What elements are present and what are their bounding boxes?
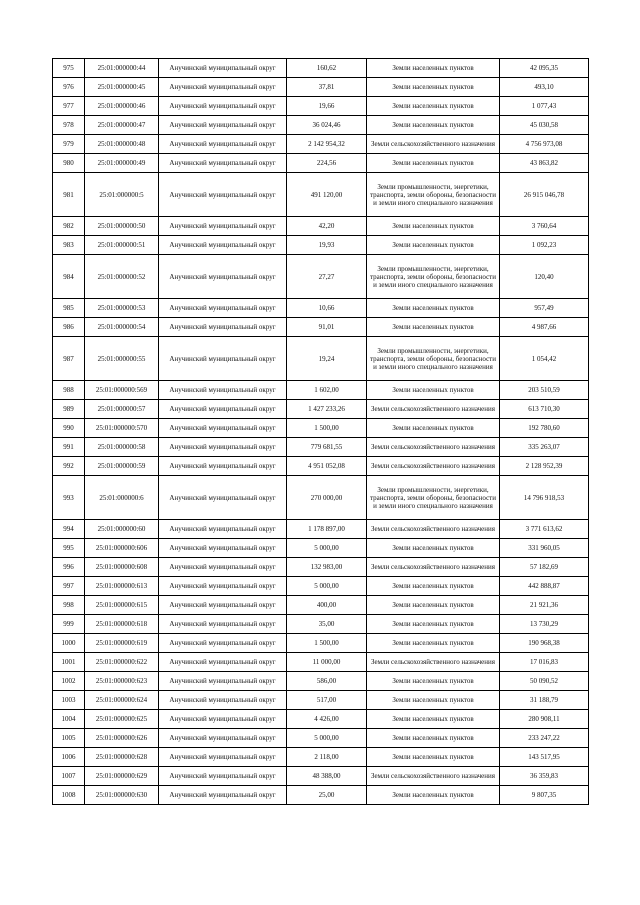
cadastral-value-cell: 4 987,66	[500, 318, 589, 337]
cadastral-number-cell: 25:01:000000:606	[85, 539, 159, 558]
municipality-cell: Анучинский муниципальный округ	[159, 318, 287, 337]
area-cell: 5 000,00	[287, 577, 367, 596]
table-row	[53, 748, 589, 767]
cadastral-value-cell: 331 960,05	[500, 539, 589, 558]
municipality-cell: Анучинский муниципальный округ	[159, 337, 287, 381]
row-number-cell: 978	[53, 116, 85, 135]
row-number-cell: 993	[53, 476, 85, 520]
land-category-cell: Земли населенных пунктов	[367, 78, 500, 97]
cadastral-value-cell: 21 921,36	[500, 596, 589, 615]
land-category-cell: Земли сельскохозяйственного назначения	[367, 558, 500, 577]
area-cell: 4 951 052,08	[287, 457, 367, 476]
table-row	[53, 558, 589, 577]
table-row	[53, 672, 589, 691]
cadastral-number-cell: 25:01:000000:624	[85, 691, 159, 710]
table-row	[53, 400, 589, 419]
municipality-cell: Анучинский муниципальный округ	[159, 381, 287, 400]
cadastral-number-cell: 25:01:000000:53	[85, 299, 159, 318]
cadastral-number-cell: 25:01:000000:49	[85, 154, 159, 173]
row-number-cell: 997	[53, 577, 85, 596]
cadastral-number-cell: 25:01:000000:55	[85, 337, 159, 381]
area-cell: 224,56	[287, 154, 367, 173]
area-cell: 4 426,00	[287, 710, 367, 729]
row-number-cell: 992	[53, 457, 85, 476]
cadastral-value-cell: 14 796 918,53	[500, 476, 589, 520]
municipality-cell: Анучинский муниципальный округ	[159, 596, 287, 615]
cadastral-number-cell: 25:01:000000:615	[85, 596, 159, 615]
municipality-cell: Анучинский муниципальный округ	[159, 476, 287, 520]
table-row	[53, 154, 589, 173]
land-category-cell: Земли населенных пунктов	[367, 419, 500, 438]
municipality-cell: Анучинский муниципальный округ	[159, 748, 287, 767]
table-row	[53, 520, 589, 539]
row-number-cell: 994	[53, 520, 85, 539]
row-number-cell: 976	[53, 78, 85, 97]
cadastral-value-cell: 1 092,23	[500, 236, 589, 255]
row-number-cell: 977	[53, 97, 85, 116]
cadastral-value-cell: 493,10	[500, 78, 589, 97]
cadastral-value-cell: 192 780,60	[500, 419, 589, 438]
municipality-cell: Анучинский муниципальный округ	[159, 729, 287, 748]
row-number-cell: 990	[53, 419, 85, 438]
row-number-cell: 1008	[53, 786, 85, 805]
cadastral-value-cell: 36 359,83	[500, 767, 589, 786]
table-row	[53, 438, 589, 457]
municipality-cell: Анучинский муниципальный округ	[159, 577, 287, 596]
area-cell: 517,00	[287, 691, 367, 710]
municipality-cell: Анучинский муниципальный округ	[159, 539, 287, 558]
land-category-cell: Земли населенных пунктов	[367, 634, 500, 653]
table-row	[53, 729, 589, 748]
row-number-cell: 1005	[53, 729, 85, 748]
cadastral-number-cell: 25:01:000000:622	[85, 653, 159, 672]
municipality-cell: Анучинский муниципальный округ	[159, 634, 287, 653]
municipality-cell: Анучинский муниципальный округ	[159, 615, 287, 634]
cadastral-number-cell: 25:01:000000:47	[85, 116, 159, 135]
cadastral-number-cell: 25:01:000000:52	[85, 255, 159, 299]
table-body	[53, 59, 589, 805]
row-number-cell: 983	[53, 236, 85, 255]
area-cell: 779 681,55	[287, 438, 367, 457]
area-cell: 2 118,00	[287, 748, 367, 767]
table-row	[53, 217, 589, 236]
table-row	[53, 457, 589, 476]
area-cell: 1 602,00	[287, 381, 367, 400]
land-category-cell: Земли населенных пунктов	[367, 786, 500, 805]
cadastral-number-cell: 25:01:000000:54	[85, 318, 159, 337]
municipality-cell: Анучинский муниципальный округ	[159, 59, 287, 78]
municipality-cell: Анучинский муниципальный округ	[159, 173, 287, 217]
cadastral-number-cell: 25:01:000000:570	[85, 419, 159, 438]
land-category-cell: Земли населенных пунктов	[367, 729, 500, 748]
land-category-cell: Земли населенных пунктов	[367, 217, 500, 236]
cadastral-value-cell: 45 030,58	[500, 116, 589, 135]
cadastral-number-cell: 25:01:000000:57	[85, 400, 159, 419]
cadastral-value-cell: 26 915 046,78	[500, 173, 589, 217]
table-row	[53, 710, 589, 729]
row-number-cell: 982	[53, 217, 85, 236]
land-category-cell: Земли населенных пунктов	[367, 691, 500, 710]
row-number-cell: 1006	[53, 748, 85, 767]
land-category-cell: Земли сельскохозяйственного назначения	[367, 520, 500, 539]
cadastral-number-cell: 25:01:000000:51	[85, 236, 159, 255]
cadastral-number-cell: 25:01:000000:58	[85, 438, 159, 457]
cadastral-value-cell: 143 517,95	[500, 748, 589, 767]
cadastral-value-cell: 43 863,82	[500, 154, 589, 173]
cadastral-value-cell: 42 095,35	[500, 59, 589, 78]
land-category-cell: Земли населенных пунктов	[367, 672, 500, 691]
municipality-cell: Анучинский муниципальный округ	[159, 710, 287, 729]
cadastral-value-cell: 957,49	[500, 299, 589, 318]
area-cell: 491 120,00	[287, 173, 367, 217]
table-row	[53, 236, 589, 255]
cadastral-value-cell: 613 710,30	[500, 400, 589, 419]
cadastral-value-cell: 335 263,07	[500, 438, 589, 457]
land-category-cell: Земли населенных пунктов	[367, 154, 500, 173]
municipality-cell: Анучинский муниципальный округ	[159, 217, 287, 236]
land-category-cell: Земли промышленности, энергетики, транспорта, земли обороны, безопасности и земли иного специального назначения	[367, 255, 500, 299]
area-cell: 1 178 897,00	[287, 520, 367, 539]
cadastral-number-cell: 25:01:000000:629	[85, 767, 159, 786]
municipality-cell: Анучинский муниципальный округ	[159, 97, 287, 116]
land-category-cell: Земли населенных пунктов	[367, 116, 500, 135]
cadastral-value-cell: 57 182,69	[500, 558, 589, 577]
land-category-cell: Земли сельскохозяйственного назначения	[367, 653, 500, 672]
area-cell: 10,66	[287, 299, 367, 318]
table-row	[53, 381, 589, 400]
area-cell: 270 000,00	[287, 476, 367, 520]
table-row	[53, 419, 589, 438]
row-number-cell: 975	[53, 59, 85, 78]
area-cell: 1 500,00	[287, 419, 367, 438]
municipality-cell: Анучинский муниципальный округ	[159, 691, 287, 710]
cadastral-number-cell: 25:01:000000:619	[85, 634, 159, 653]
table-row	[53, 653, 589, 672]
cadastral-value-cell: 9 807,35	[500, 786, 589, 805]
row-number-cell: 985	[53, 299, 85, 318]
row-number-cell: 1003	[53, 691, 85, 710]
area-cell: 35,00	[287, 615, 367, 634]
municipality-cell: Анучинский муниципальный округ	[159, 154, 287, 173]
cadastral-number-cell: 25:01:000000:628	[85, 748, 159, 767]
cadastral-number-cell: 25:01:000000:60	[85, 520, 159, 539]
municipality-cell: Анучинский муниципальный округ	[159, 419, 287, 438]
table-row	[53, 59, 589, 78]
row-number-cell: 999	[53, 615, 85, 634]
table-row	[53, 299, 589, 318]
land-category-cell: Земли промышленности, энергетики, транспорта, земли обороны, безопасности и земли иного специального назначения	[367, 337, 500, 381]
table-row	[53, 173, 589, 217]
land-category-cell: Земли населенных пунктов	[367, 710, 500, 729]
municipality-cell: Анучинский муниципальный округ	[159, 520, 287, 539]
municipality-cell: Анучинский муниципальный округ	[159, 236, 287, 255]
cadastral-number-cell: 25:01:000000:569	[85, 381, 159, 400]
land-category-cell: Земли промышленности, энергетики, транспорта, земли обороны, безопасности и земли иного специального назначения	[367, 476, 500, 520]
row-number-cell: 984	[53, 255, 85, 299]
land-category-cell: Земли населенных пунктов	[367, 539, 500, 558]
land-category-cell: Земли сельскохозяйственного назначения	[367, 438, 500, 457]
cadastral-value-cell: 3 771 613,62	[500, 520, 589, 539]
table-row	[53, 615, 589, 634]
area-cell: 5 000,00	[287, 729, 367, 748]
table-row	[53, 97, 589, 116]
row-number-cell: 1002	[53, 672, 85, 691]
municipality-cell: Анучинский муниципальный округ	[159, 786, 287, 805]
cadastral-number-cell: 25:01:000000:626	[85, 729, 159, 748]
row-number-cell: 987	[53, 337, 85, 381]
cadastral-number-cell: 25:01:000000:6	[85, 476, 159, 520]
row-number-cell: 986	[53, 318, 85, 337]
row-number-cell: 989	[53, 400, 85, 419]
land-category-cell: Земли сельскохозяйственного назначения	[367, 135, 500, 154]
area-cell: 400,00	[287, 596, 367, 615]
cadastral-number-cell: 25:01:000000:59	[85, 457, 159, 476]
land-category-cell: Земли промышленности, энергетики, транспорта, земли обороны, безопасности и земли иного специального назначения	[367, 173, 500, 217]
municipality-cell: Анучинский муниципальный округ	[159, 400, 287, 419]
cadastral-value-cell: 233 247,22	[500, 729, 589, 748]
cadastral-value-cell: 3 760,64	[500, 217, 589, 236]
table-row	[53, 78, 589, 97]
municipality-cell: Анучинский муниципальный округ	[159, 438, 287, 457]
land-category-cell: Земли населенных пунктов	[367, 381, 500, 400]
municipality-cell: Анучинский муниципальный округ	[159, 135, 287, 154]
area-cell: 160,62	[287, 59, 367, 78]
row-number-cell: 996	[53, 558, 85, 577]
cadastral-value-cell: 4 756 973,08	[500, 135, 589, 154]
cadastral-number-cell: 25:01:000000:618	[85, 615, 159, 634]
area-cell: 2 142 954,32	[287, 135, 367, 154]
row-number-cell: 995	[53, 539, 85, 558]
row-number-cell: 988	[53, 381, 85, 400]
table-row	[53, 786, 589, 805]
cadastral-value-cell: 1 077,43	[500, 97, 589, 116]
cadastral-value-cell: 17 016,83	[500, 653, 589, 672]
cadastral-value-cell: 203 510,59	[500, 381, 589, 400]
cadastral-value-cell: 280 908,11	[500, 710, 589, 729]
land-category-cell: Земли населенных пунктов	[367, 299, 500, 318]
area-cell: 132 983,00	[287, 558, 367, 577]
cadastral-number-cell: 25:01:000000:45	[85, 78, 159, 97]
table-row	[53, 634, 589, 653]
cadastral-value-cell: 13 730,29	[500, 615, 589, 634]
table-row	[53, 767, 589, 786]
table-row	[53, 476, 589, 520]
cadastral-number-cell: 25:01:000000:623	[85, 672, 159, 691]
row-number-cell: 998	[53, 596, 85, 615]
cadastral-value-cell: 190 968,38	[500, 634, 589, 653]
land-category-cell: Земли населенных пунктов	[367, 236, 500, 255]
municipality-cell: Анучинский муниципальный округ	[159, 672, 287, 691]
area-cell: 36 024,46	[287, 116, 367, 135]
area-cell: 11 000,00	[287, 653, 367, 672]
land-category-cell: Земли сельскохозяйственного назначения	[367, 767, 500, 786]
area-cell: 27,27	[287, 255, 367, 299]
land-category-cell: Земли сельскохозяйственного назначения	[367, 400, 500, 419]
cadastral-value-cell: 1 054,42	[500, 337, 589, 381]
municipality-cell: Анучинский муниципальный округ	[159, 116, 287, 135]
cadastral-number-cell: 25:01:000000:630	[85, 786, 159, 805]
cadastral-number-cell: 25:01:000000:50	[85, 217, 159, 236]
table-row	[53, 337, 589, 381]
cadastral-number-cell: 25:01:000000:48	[85, 135, 159, 154]
cadastral-value-cell: 31 188,79	[500, 691, 589, 710]
cadastral-value-cell: 2 128 952,39	[500, 457, 589, 476]
area-cell: 1 500,00	[287, 634, 367, 653]
row-number-cell: 980	[53, 154, 85, 173]
land-plots-table	[52, 58, 589, 805]
municipality-cell: Анучинский муниципальный округ	[159, 78, 287, 97]
municipality-cell: Анучинский муниципальный округ	[159, 255, 287, 299]
land-category-cell: Земли населенных пунктов	[367, 596, 500, 615]
municipality-cell: Анучинский муниципальный округ	[159, 653, 287, 672]
table-row	[53, 596, 589, 615]
land-category-cell: Земли населенных пунктов	[367, 748, 500, 767]
cadastral-value-cell: 50 090,52	[500, 672, 589, 691]
row-number-cell: 981	[53, 173, 85, 217]
area-cell: 25,00	[287, 786, 367, 805]
area-cell: 91,01	[287, 318, 367, 337]
row-number-cell: 1004	[53, 710, 85, 729]
area-cell: 5 000,00	[287, 539, 367, 558]
row-number-cell: 1007	[53, 767, 85, 786]
area-cell: 19,66	[287, 97, 367, 116]
cadastral-number-cell: 25:01:000000:46	[85, 97, 159, 116]
area-cell: 19,24	[287, 337, 367, 381]
table-row	[53, 318, 589, 337]
area-cell: 586,00	[287, 672, 367, 691]
cadastral-number-cell: 25:01:000000:613	[85, 577, 159, 596]
land-category-cell: Земли населенных пунктов	[367, 318, 500, 337]
table-row	[53, 135, 589, 154]
area-cell: 1 427 233,26	[287, 400, 367, 419]
land-category-cell: Земли населенных пунктов	[367, 615, 500, 634]
cadastral-value-cell: 442 888,87	[500, 577, 589, 596]
table-row	[53, 116, 589, 135]
area-cell: 37,81	[287, 78, 367, 97]
area-cell: 42,20	[287, 217, 367, 236]
land-category-cell: Земли населенных пунктов	[367, 59, 500, 78]
table-row	[53, 691, 589, 710]
cadastral-number-cell: 25:01:000000:625	[85, 710, 159, 729]
cadastral-number-cell: 25:01:000000:5	[85, 173, 159, 217]
municipality-cell: Анучинский муниципальный округ	[159, 299, 287, 318]
table-row	[53, 255, 589, 299]
land-registry-sheet	[52, 58, 588, 805]
municipality-cell: Анучинский муниципальный округ	[159, 558, 287, 577]
table-row	[53, 577, 589, 596]
land-category-cell: Земли населенных пунктов	[367, 577, 500, 596]
cadastral-number-cell: 25:01:000000:44	[85, 59, 159, 78]
land-category-cell: Земли сельскохозяйственного назначения	[367, 457, 500, 476]
municipality-cell: Анучинский муниципальный округ	[159, 767, 287, 786]
area-cell: 48 388,00	[287, 767, 367, 786]
row-number-cell: 1001	[53, 653, 85, 672]
row-number-cell: 1000	[53, 634, 85, 653]
row-number-cell: 979	[53, 135, 85, 154]
row-number-cell: 991	[53, 438, 85, 457]
table-row	[53, 539, 589, 558]
land-category-cell: Земли населенных пунктов	[367, 97, 500, 116]
cadastral-value-cell: 120,40	[500, 255, 589, 299]
area-cell: 19,93	[287, 236, 367, 255]
cadastral-number-cell: 25:01:000000:608	[85, 558, 159, 577]
municipality-cell: Анучинский муниципальный округ	[159, 457, 287, 476]
